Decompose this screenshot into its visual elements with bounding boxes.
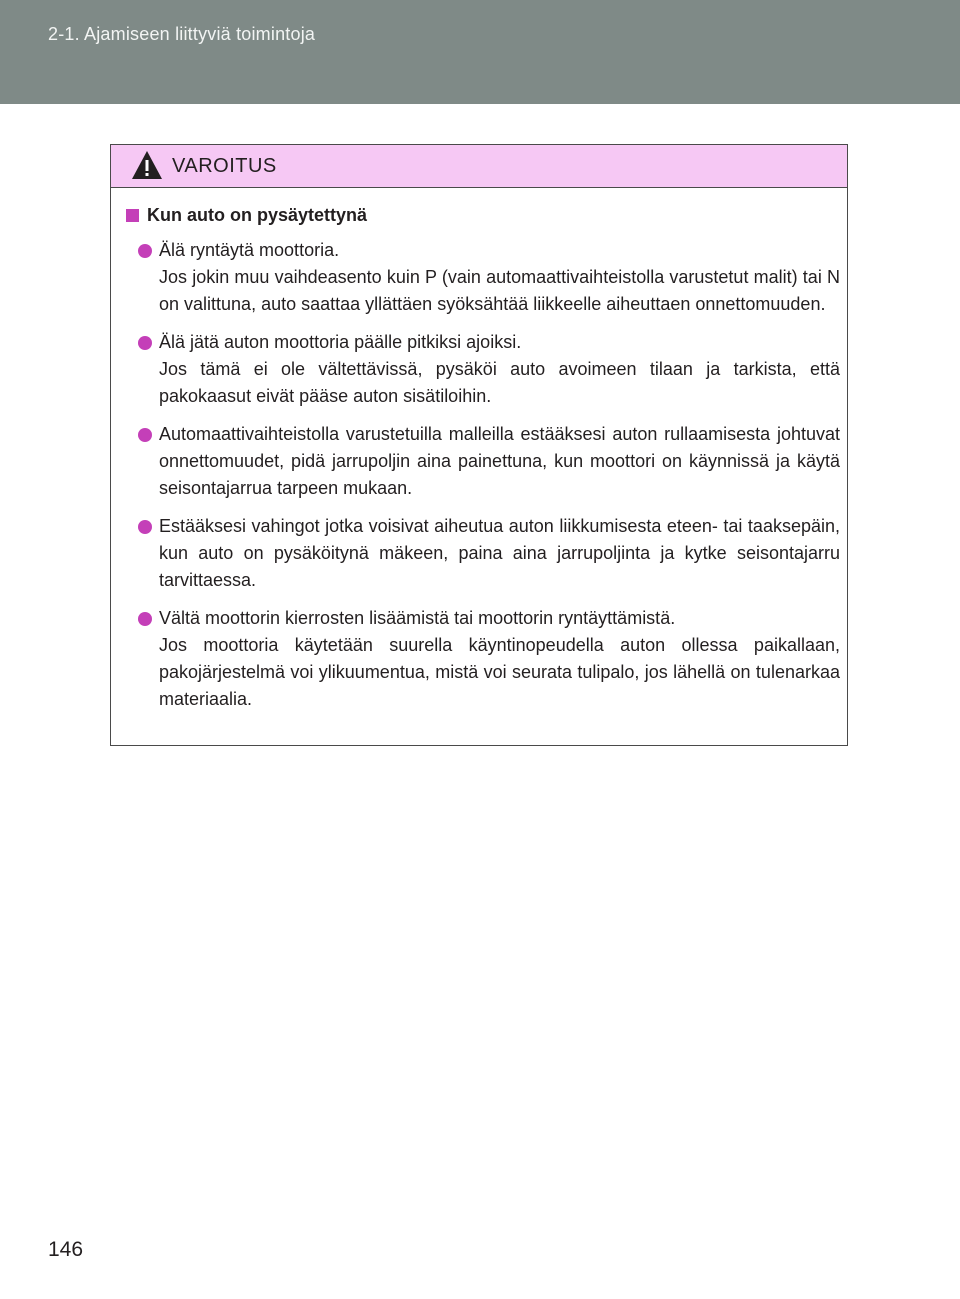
warning-item <box>138 329 840 410</box>
warning-triangle-icon <box>130 148 164 182</box>
item-body: Automaattivaihteistolla varustetuilla malleilla estääksesi auton rullaamisesta johtuvat onnettomuudet, pidä jarrupoljin aina painettuna, kun moottori on käynnissä ja käytä seisontajarrua tarpeen mukaan. <box>159 424 840 498</box>
warning-item <box>138 237 840 318</box>
page-number: 146 <box>48 1238 84 1261</box>
section-heading <box>126 205 367 226</box>
round-bullet-icon <box>138 336 152 350</box>
warning-box <box>110 144 848 746</box>
warning-item <box>138 605 840 713</box>
section-heading-text: Kun auto on pysäytettynä <box>147 205 368 225</box>
item-title: Vältä moottorin kierrosten lisäämistä tai moottorin ryntäyttämistä. <box>159 608 676 628</box>
warning-items <box>138 237 840 724</box>
round-bullet-icon <box>138 428 152 442</box>
square-bullet-icon <box>126 209 139 222</box>
item-title: Älä ryntäytä moottoria. <box>159 240 340 260</box>
warning-title: VAROITUS <box>172 155 277 177</box>
warning-item <box>138 513 840 594</box>
round-bullet-icon <box>138 244 152 258</box>
warning-item <box>138 421 840 502</box>
chapter-title: 2-1. Ajamiseen liittyviä toimintoja <box>48 24 316 44</box>
chapter-header-band <box>0 0 960 104</box>
round-bullet-icon <box>138 520 152 534</box>
round-bullet-icon <box>138 612 152 626</box>
item-body: Jos jokin muu vaihdeasento kuin P (vain automaattivaihteistolla varustetut malit) tai N on valittuna, auto saattaa yllättäen syöksähtää liikkeelle aiheuttaen onnettomuuden. <box>159 267 840 314</box>
item-body: Jos moottoria käytetään suurella käyntinopeudella auton ollessa paikallaan, pakojärjestelmä voi ylikuumentua, mistä voi seurata tulipalo, jos lähellä on tulenarkaa materiaalia. <box>159 635 840 709</box>
item-title: Älä jätä auton moottoria päälle pitkiksi ajoiksi. <box>159 332 522 352</box>
item-body: Estääksesi vahingot jotka voisivat aiheutua auton liikkumisesta eteen- tai taaksepäin, kun auto on pysäköitynä mäkeen, paina aina jarrupoljinta ja kytke seisontajarru tarvittaessa. <box>159 516 840 590</box>
item-body: Jos tämä ei ole vältettävissä, pysäköi auto avoimeen tilaan ja tarkista, että pakokaasut eivät pääse auton sisätiloihin. <box>159 359 840 406</box>
warning-header <box>111 145 847 188</box>
